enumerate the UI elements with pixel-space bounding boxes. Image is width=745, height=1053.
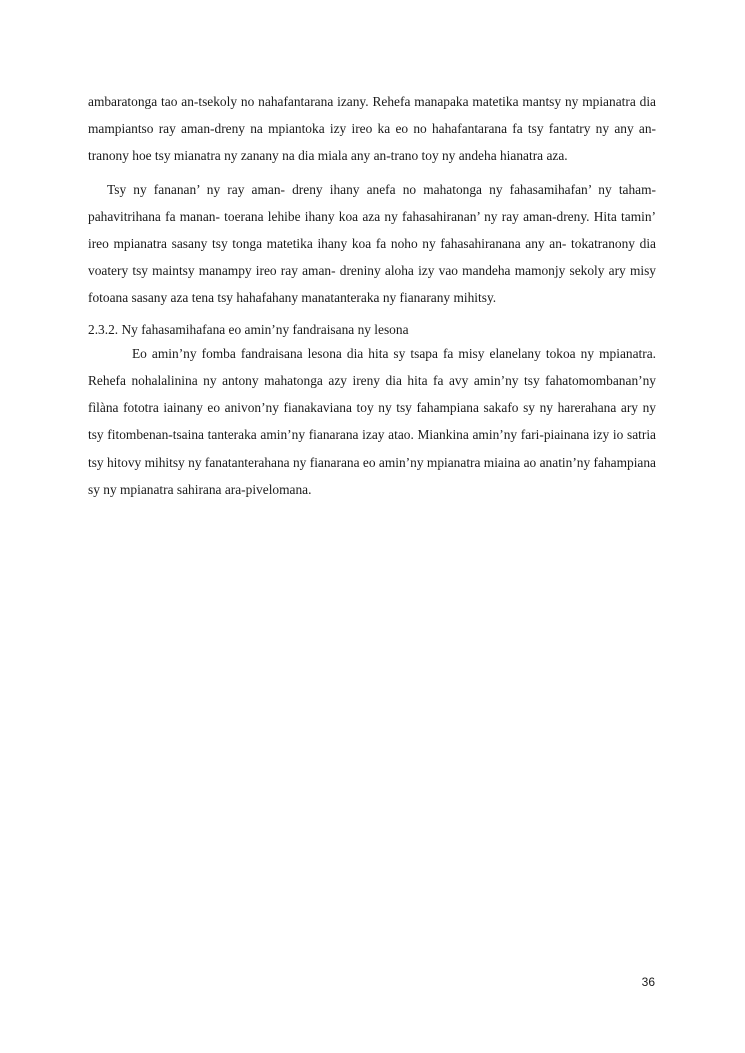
paragraph-attendance: ambaratonga tao an-tsekoly no nahafantarana izany. Rehefa manapaka matetika mantsy ny mpianatra dia mampiantso ray aman-dreny na mpiantoka izy ireo ka eo no hahafantarana fa tsy fantatry ny any an-tranony hoe tsy mianatra ny zanany na dia miala any an-trano toy ny andeha hianatra aza.	[88, 94, 656, 164]
section-heading: 2.3.2. Ny fahasamihafana eo amin’ny fandraisana ny lesona	[88, 321, 409, 337]
paragraph-parent-difficulty: Tsy ny fananan’ ny ray aman- dreny ihany anefa no mahatonga ny fahasamihafan’ ny taham- pahavitrihana fa manan- toerana lehibe ihany koa aza ny fahasahiranan’ ny ray aman-dreny. Hita tamin’ ireo mpianatra sasany tsy tonga matetika ihany koa fa noho ny fahasahiranana any an- tokatranony dia voatery tsy maintsy manampy ireo ray aman- dreniny aloha izy vao mandeha mamonjy sekoly ary misy fotoana sasany aza tena tsy hahafahany manatanteraka ny fianarany mihitsy.	[88, 181, 656, 306]
document-page	[88, 88, 656, 503]
paragraph-lesson-reception: Eo amin’ny fomba fandraisana lesona dia hita sy tsapa fa misy elanelany tokoa ny mpianatra. Rehefa nohalalinina ny antony mahatonga azy ireny dia hita fa avy amin’ny tsy fahatomombanan’ny fìlàna fototra iainany eo anivon’ny fianakaviana toy ny tsy fahampiana sakafo sy ny harerahana ary ny tsy fitombenan-tsaina tanteraka amin’ny fianarana izay atao. Miankina amin’ny fari-piainana izy io satria tsy hitovy mihitsy ny fanatanterahana ny fianarana eo amin’ny mpianatra miaina ao anatin’ny fahampiana sy ny mpianatra sahirana ara-pivelomana.	[88, 345, 656, 497]
page-number: 36	[641, 975, 655, 989]
